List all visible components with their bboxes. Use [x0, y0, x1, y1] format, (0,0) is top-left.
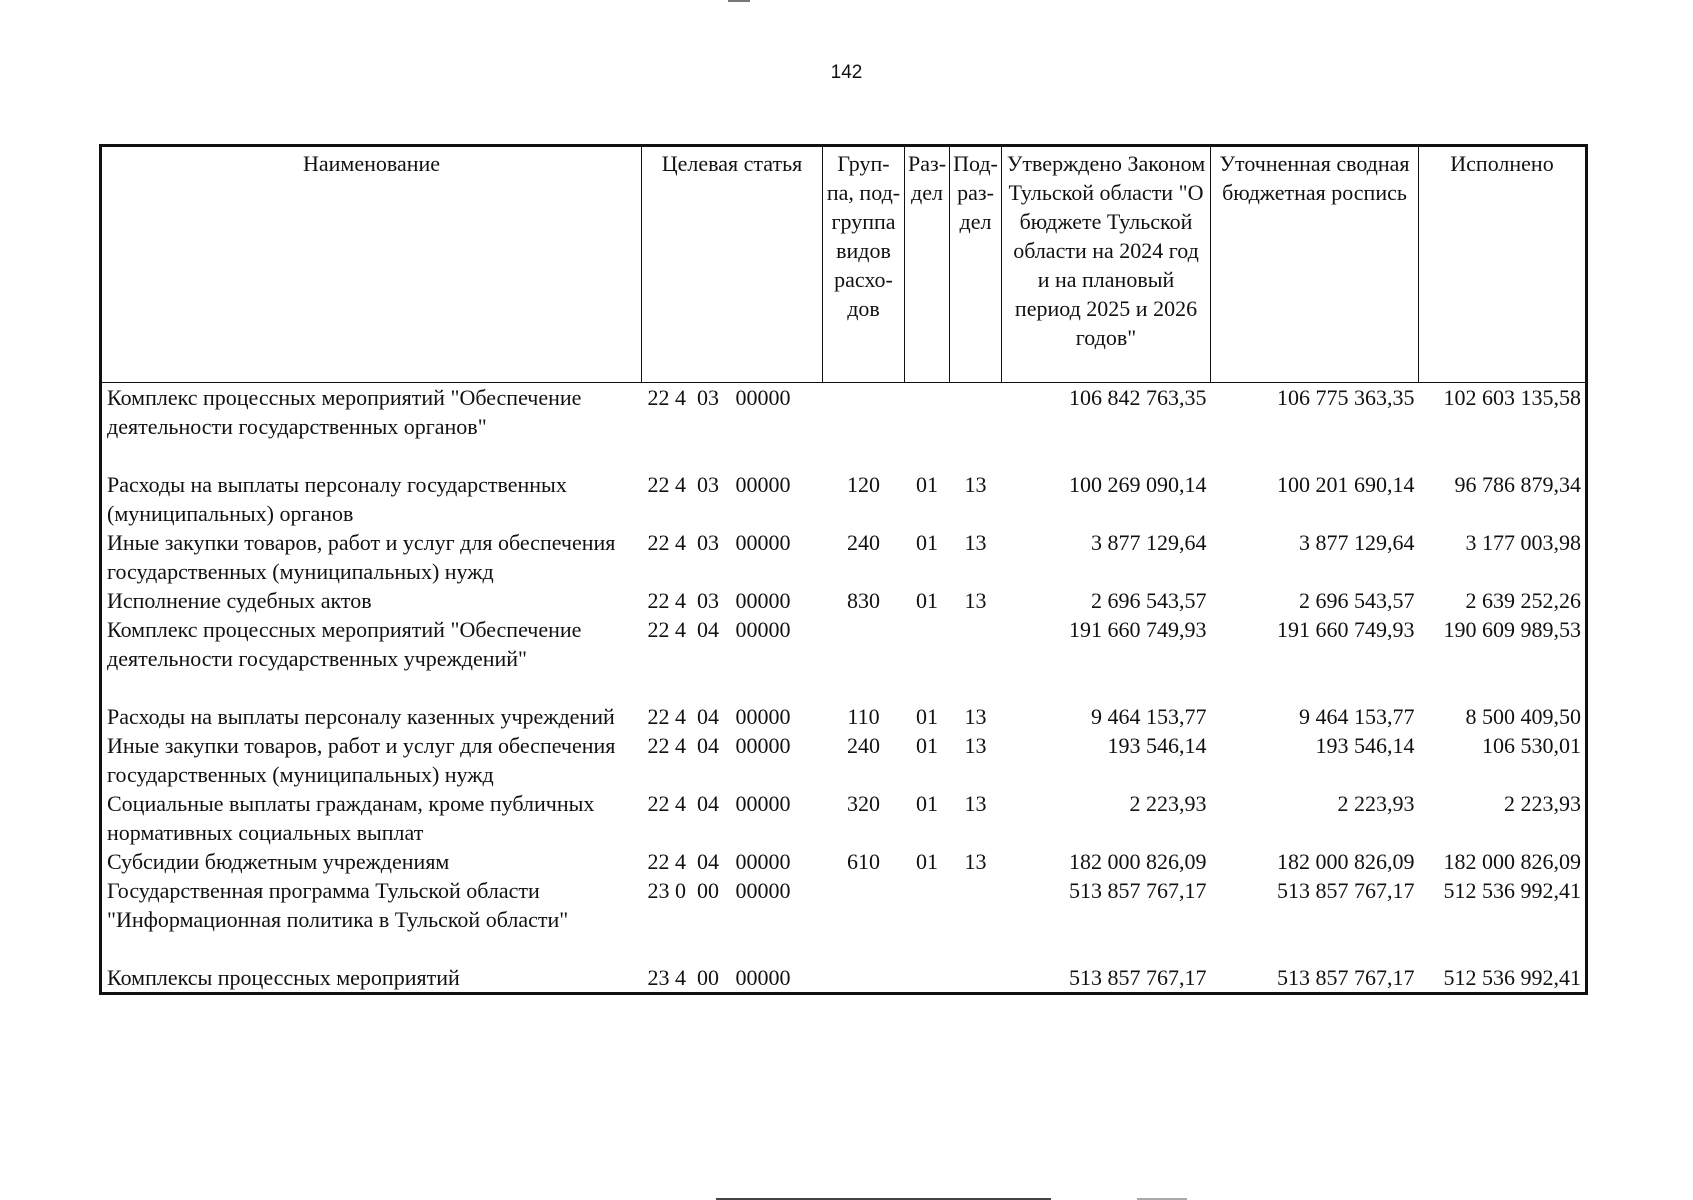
- row-executed: 512 536 992,41: [1443, 878, 1581, 903]
- row-name: Иные закупки товаров, работ и услуг для обеспечения государственных (муниципальных) нужд: [107, 733, 616, 787]
- row-refined: 9 464 153,77: [1299, 704, 1415, 729]
- row-executed: 106 530,01: [1482, 733, 1581, 758]
- row-subsection: [950, 963, 1002, 994]
- row-target-code: 22 4 03 00000: [647, 385, 791, 410]
- table-row: [101, 383, 1587, 471]
- row-refined: 3 877 129,64: [1299, 530, 1415, 555]
- table-row: [101, 789, 1587, 847]
- table-row: [101, 963, 1587, 994]
- row-executed: 190 609 989,53: [1443, 617, 1581, 642]
- header-executed: Исполнено: [1419, 146, 1587, 383]
- table-row: [101, 702, 1587, 731]
- row-refined: 513 857 767,17: [1277, 878, 1415, 903]
- row-approved: 9 464 153,77: [1091, 704, 1207, 729]
- row-approved: 2 696 543,57: [1091, 588, 1207, 613]
- row-section: 01: [916, 588, 938, 613]
- row-executed: 182 000 826,09: [1443, 849, 1581, 874]
- row-group: 110: [847, 704, 880, 729]
- row-group: [823, 963, 905, 994]
- row-refined: 193 546,14: [1315, 733, 1415, 758]
- header-group: Груп-па, под-группа видов расхо-дов: [823, 146, 905, 383]
- row-subsection: [950, 876, 1002, 963]
- row-subsection: 13: [964, 733, 987, 758]
- row-executed: 8 500 409,50: [1465, 704, 1581, 729]
- row-name: Иные закупки товаров, работ и услуг для обеспечения государственных (муниципальных) нужд: [107, 530, 616, 584]
- row-target-code: 22 4 03 00000: [647, 588, 791, 613]
- row-approved: 106 842 763,35: [1069, 385, 1207, 410]
- table-row: [101, 528, 1587, 586]
- row-subsection: 13: [964, 791, 987, 816]
- row-section: 01: [916, 849, 938, 874]
- row-name: Расходы на выплаты персоналу казенных учреждений: [107, 704, 615, 729]
- row-executed: 3 177 003,98: [1465, 530, 1581, 555]
- row-section: [905, 876, 950, 963]
- row-executed: 102 603 135,58: [1443, 385, 1581, 410]
- row-target-code: 23 4 00 00000: [647, 965, 791, 990]
- row-section: [905, 383, 950, 471]
- row-group: [823, 876, 905, 963]
- table-row: [101, 876, 1587, 963]
- row-section: [905, 615, 950, 702]
- row-target-code: 22 4 04 00000: [647, 849, 791, 874]
- budget-table: [99, 144, 1588, 995]
- header-name: Наименование: [101, 146, 642, 383]
- row-subsection: [950, 615, 1002, 702]
- row-group: 830: [847, 588, 880, 613]
- row-subsection: [950, 383, 1002, 471]
- row-group: 240: [847, 733, 880, 758]
- row-approved: 513 857 767,17: [1069, 878, 1207, 903]
- header-refined: Уточненная сводная бюджетная роспись: [1211, 146, 1419, 383]
- table-row: [101, 731, 1587, 789]
- row-group: 240: [847, 530, 880, 555]
- header-approved: Утверждено Законом Тульской области "О бюджете Тульской области на 2024 год и на плановый период 2025 и 2026 годов": [1002, 146, 1211, 383]
- row-name: Комплексы процессных мероприятий: [107, 965, 460, 990]
- row-subsection: 13: [964, 588, 987, 613]
- row-section: 01: [916, 704, 938, 729]
- table-body: [101, 383, 1587, 994]
- row-refined: 100 201 690,14: [1277, 472, 1415, 497]
- row-section: 01: [916, 530, 938, 555]
- header-subsection: Под-раз-дел: [950, 146, 1002, 383]
- row-executed: 2 639 252,26: [1465, 588, 1581, 613]
- row-refined: 182 000 826,09: [1277, 849, 1415, 874]
- row-approved: 191 660 749,93: [1069, 617, 1207, 642]
- row-target-code: 22 4 04 00000: [647, 791, 791, 816]
- top-mark: [728, 0, 750, 2]
- row-target-code: 22 4 03 00000: [647, 472, 791, 497]
- row-section: 01: [916, 472, 938, 497]
- row-refined: 191 660 749,93: [1277, 617, 1415, 642]
- row-subsection: 13: [964, 472, 987, 497]
- row-name: Комплекс процессных мероприятий "Обеспечение деятельности государственных учреждений": [107, 617, 582, 671]
- table-row: [101, 847, 1587, 876]
- row-name: Исполнение судебных актов: [107, 588, 372, 613]
- header-section: Раз-дел: [905, 146, 950, 383]
- row-section: [905, 963, 950, 994]
- row-target-code: 23 0 00 00000: [647, 878, 791, 903]
- row-section: 01: [916, 791, 938, 816]
- header-target: Целевая статья: [642, 146, 823, 383]
- row-refined: 2 696 543,57: [1299, 588, 1415, 613]
- row-group: 610: [847, 849, 880, 874]
- row-approved: 3 877 129,64: [1091, 530, 1207, 555]
- row-group: 320: [847, 791, 880, 816]
- row-group: 120: [847, 472, 880, 497]
- row-group: [823, 615, 905, 702]
- table-row: [101, 615, 1587, 702]
- row-refined: 513 857 767,17: [1277, 965, 1415, 990]
- row-approved: 193 546,14: [1107, 733, 1207, 758]
- row-approved: 2 223,93: [1129, 791, 1207, 816]
- row-name: Социальные выплаты гражданам, кроме публичных нормативных социальных выплат: [107, 791, 595, 845]
- row-name: Государственная программа Тульской области "Информационная политика в Тульской области": [107, 878, 569, 932]
- row-target-code: 22 4 04 00000: [647, 704, 791, 729]
- row-name: Расходы на выплаты персоналу государственных (муниципальных) органов: [107, 472, 567, 526]
- row-name: Субсидии бюджетным учреждениям: [107, 849, 450, 874]
- row-subsection: 13: [964, 704, 987, 729]
- row-approved: 100 269 090,14: [1069, 472, 1207, 497]
- table-row: [101, 586, 1587, 615]
- row-refined: 2 223,93: [1337, 791, 1415, 816]
- row-name: Комплекс процессных мероприятий "Обеспечение деятельности государственных органов": [107, 385, 582, 439]
- row-refined: 106 775 363,35: [1277, 385, 1415, 410]
- row-target-code: 22 4 04 00000: [647, 617, 791, 642]
- row-executed: 96 786 879,34: [1454, 472, 1581, 497]
- row-subsection: 13: [964, 530, 987, 555]
- row-section: 01: [916, 733, 938, 758]
- row-target-code: 22 4 03 00000: [647, 530, 791, 555]
- row-subsection: 13: [964, 849, 987, 874]
- row-executed: 2 223,93: [1504, 791, 1581, 816]
- row-target-code: 22 4 04 00000: [647, 733, 791, 758]
- row-approved: 182 000 826,09: [1069, 849, 1207, 874]
- header-row: [101, 146, 1587, 383]
- row-approved: 513 857 767,17: [1069, 965, 1207, 990]
- row-group: [823, 383, 905, 471]
- row-executed: 512 536 992,41: [1443, 965, 1581, 990]
- table-row: [101, 470, 1587, 528]
- page-number: 142: [830, 62, 863, 83]
